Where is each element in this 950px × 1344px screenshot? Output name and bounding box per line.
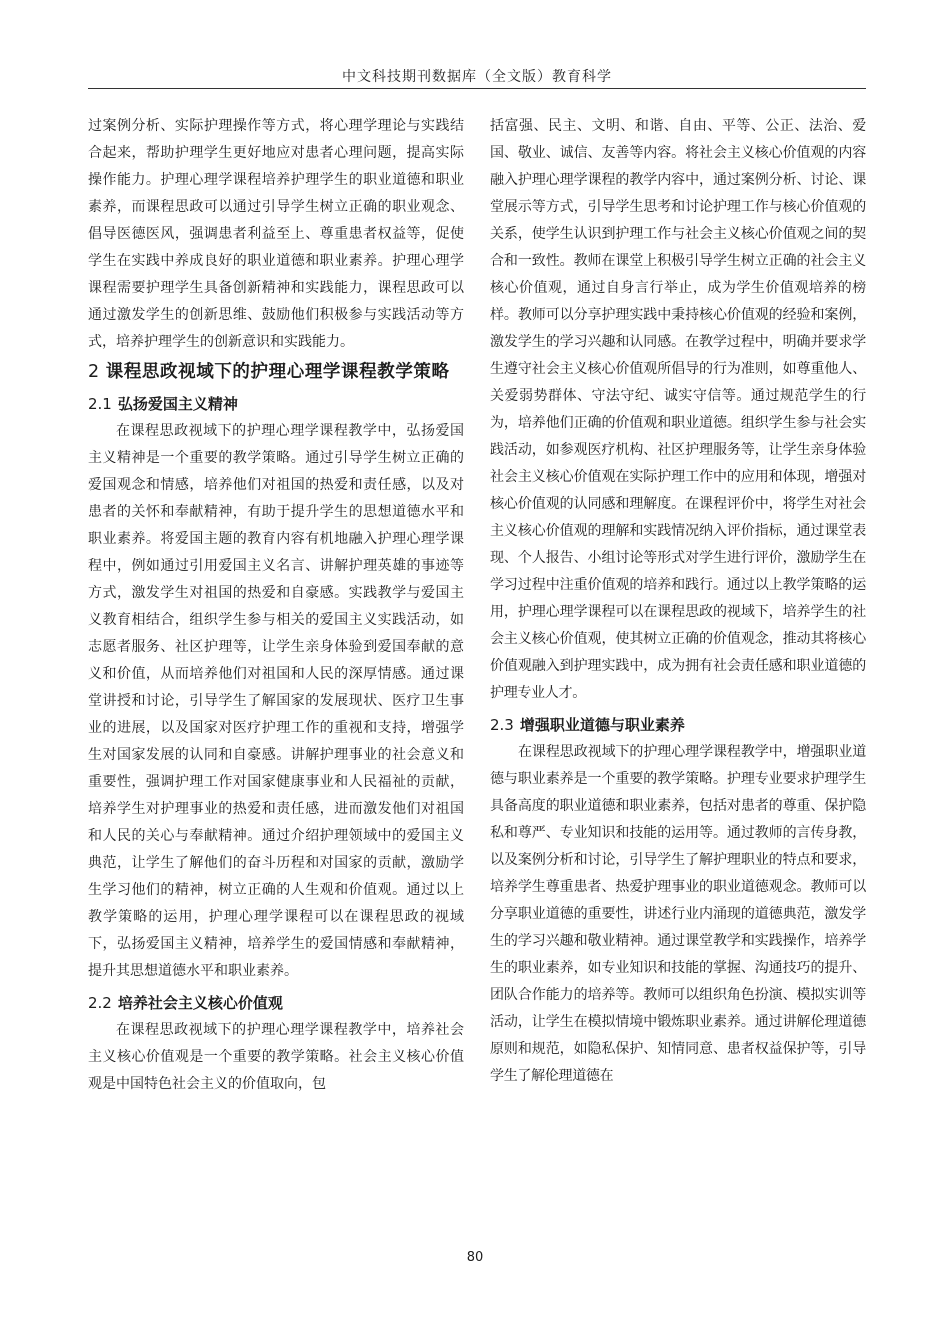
subsection-2-1-heading — [88, 391, 464, 417]
header-rule — [88, 88, 866, 89]
subsection-2-3-number: 2.3 — [490, 716, 514, 734]
subsection-2-2-number: 2.2 — [88, 994, 112, 1012]
subsection-2-1-number: 2.1 — [88, 395, 112, 413]
subsection-2-1-body: 在课程思政视域下的护理心理学课程教学中，弘扬爱国主义精神是一个重要的教学策略。通过引导学生树立正确的爱国观念和情感，培养他们对祖国的热爱和责任感，以及对患者的关怀和奉献精神，有助于提升学生的思想道德水平和职业素养。将爱国主题的教育内容有机地融入护理心理学课程中，例如通过引用爱国主义名言、讲解护理英雄的事迹等方式，激发学生对祖国的热爱和自豪感。实践教学与爱国主义教育相结合，组织学生参与相关的爱国主义实践活动，如志愿者服务、社区护理等，让学生亲身体验到爱国奉献的意义和价值，从而培养他们对祖国和人民的深厚情感。通过课堂讲授和讨论，引导学生了解国家的发展现状、医疗卫生事业的进展，以及国家对医疗护理工作的重视和支持，增强学生对国家发展的认同和自豪感。讲解护理事业的社会意义和重要性，强调护理工作对国家健康事业和人民福祉的贡献，培养学生对护理事业的热爱和责任感，进而激发他们对祖国和人民的关心与奉献精神。通过介绍护理领域中的爱国主义典范，让学生了解他们的奋斗历程和对国家的贡献，激励学生学习他们的精神，树立正确的人生观和价值观。通过以上教学策略的运用，护理心理学课程可以在课程思政的视域下，弘扬爱国主义精神，培养学生的爱国情感和奉献精神，提升其思想道德水平和职业素养。 — [88, 423, 464, 979]
subsection-2-1-title: 弘扬爱国主义精神 — [117, 395, 238, 413]
page-number: 80 — [466, 1250, 484, 1265]
right-column — [490, 113, 866, 1090]
subsection-2-2-body-continued: 括富强、民主、文明、和谐、自由、平等、公正、法治、爱国、敬业、诚信、友善等内容。将社会主义核心价值观的内容融入护理心理学课程的教学内容中，通过案例分析、讨论、课堂展示等方式，引导学生思考和讨论护理工作与核心价值观的关系，使学生认识到护理工作与社会主义核心价值观之间的契合和一致性。教师在课堂上积极引导学生树立正确的社会主义核心价值观，通过自身言行举止，成为学生价值观培养的榜样。教师可以分享护理实践中秉持核心价值观的经验和案例，激发学生的学习兴趣和认同感。在教学过程中，明确并要求学生遵守社会主义核心价值观所倡导的行为准则，如尊重他人、关爱弱势群体、守法守纪、诚实守信等。通过规范学生的行为，培养他们正确的价值观和职业道德。组织学生参与社会实践活动，如参观医疗机构、社区护理服务等，让学生亲身体验社会主义核心价值观在实际护理工作中的应用和体现，增强对核心价值观的认同感和理解度。在课程评价中，将学生对社会主义核心价值观的理解和实践情况纳入评价指标，通过课堂表现、个人报告、小组讨论等形式对学生进行评价，激励学生在学习过程中注重价值观的培养和践行。通过以上教学策略的运用，护理心理学课程可以在课程思政的视域下，培养学生的社会主义核心价值观，使其树立正确的价值观念，推动其将核心价值观融入到护理实践中，成为拥有社会责任感和职业道德的护理专业人才。 — [490, 118, 866, 701]
subsection-2-3-title: 增强职业道德与职业素养 — [519, 716, 685, 734]
section-2-title: 课程思政视域下的护理心理学课程教学策略 — [105, 362, 450, 382]
continuation-paragraph: 过案例分析、实际护理操作等方式，将心理学理论与实践结合起来，帮助护理学生更好地应对患者心理问题，提高实际操作能力。护理心理学课程培养护理学生的职业道德和职业素养，而课程思政可以通过引导学生树立正确的职业观念、倡导医德医风，强调患者利益至上、尊重患者权益等，促使学生在实践中养成良好的职业道德和职业素养。护理心理学课程需要护理学生具备创新精神和实践能力，课程思政可以通过激发学生的创新思维、鼓励他们积极参与实践活动等方式，培养护理学生的创新意识和实践能力。 — [88, 118, 464, 350]
subsection-2-3-heading — [490, 712, 866, 738]
journal-header: 中文科技期刊数据库（全文版）教育科学 — [342, 69, 612, 85]
subsection-2-2-heading — [88, 990, 464, 1016]
subsection-2-2-title: 培养社会主义核心价值观 — [117, 994, 283, 1012]
subsection-2-2-body-start: 在课程思政视域下的护理心理学课程教学中，培养社会主义核心价值观是一个重要的教学策略。社会主义核心价值观是中国特色社会主义的价值取向，包 — [88, 1022, 464, 1092]
left-column — [88, 113, 464, 1098]
subsection-2-3-body: 在课程思政视域下的护理心理学课程教学中，增强职业道德与职业素养是一个重要的教学策略。护理专业要求护理学生具备高度的职业道德和职业素养，包括对患者的尊重、保护隐私和尊严、专业知识和技能的运用等。通过教师的言传身教，以及案例分析和讨论，引导学生了解护理职业的特点和要求，培养学生尊重患者、热爱护理事业的职业道德观念。教师可以分享职业道德的重要性，讲述行业内涌现的道德典范，激发学生的学习兴趣和敬业精神。通过课堂教学和实践操作，培养学生的职业素养，如专业知识和技能的掌握、沟通技巧的提升、团队合作能力的培养等。教师可以组织角色扮演、模拟实训等活动，让学生在模拟情境中锻炼职业素养。通过讲解伦理道德原则和规范，如隐私保护、知情同意、患者权益保护等，引导学生了解伦理道德在 — [490, 744, 866, 1084]
section-2-heading — [88, 359, 464, 386]
section-2-number: 2 — [88, 362, 100, 382]
